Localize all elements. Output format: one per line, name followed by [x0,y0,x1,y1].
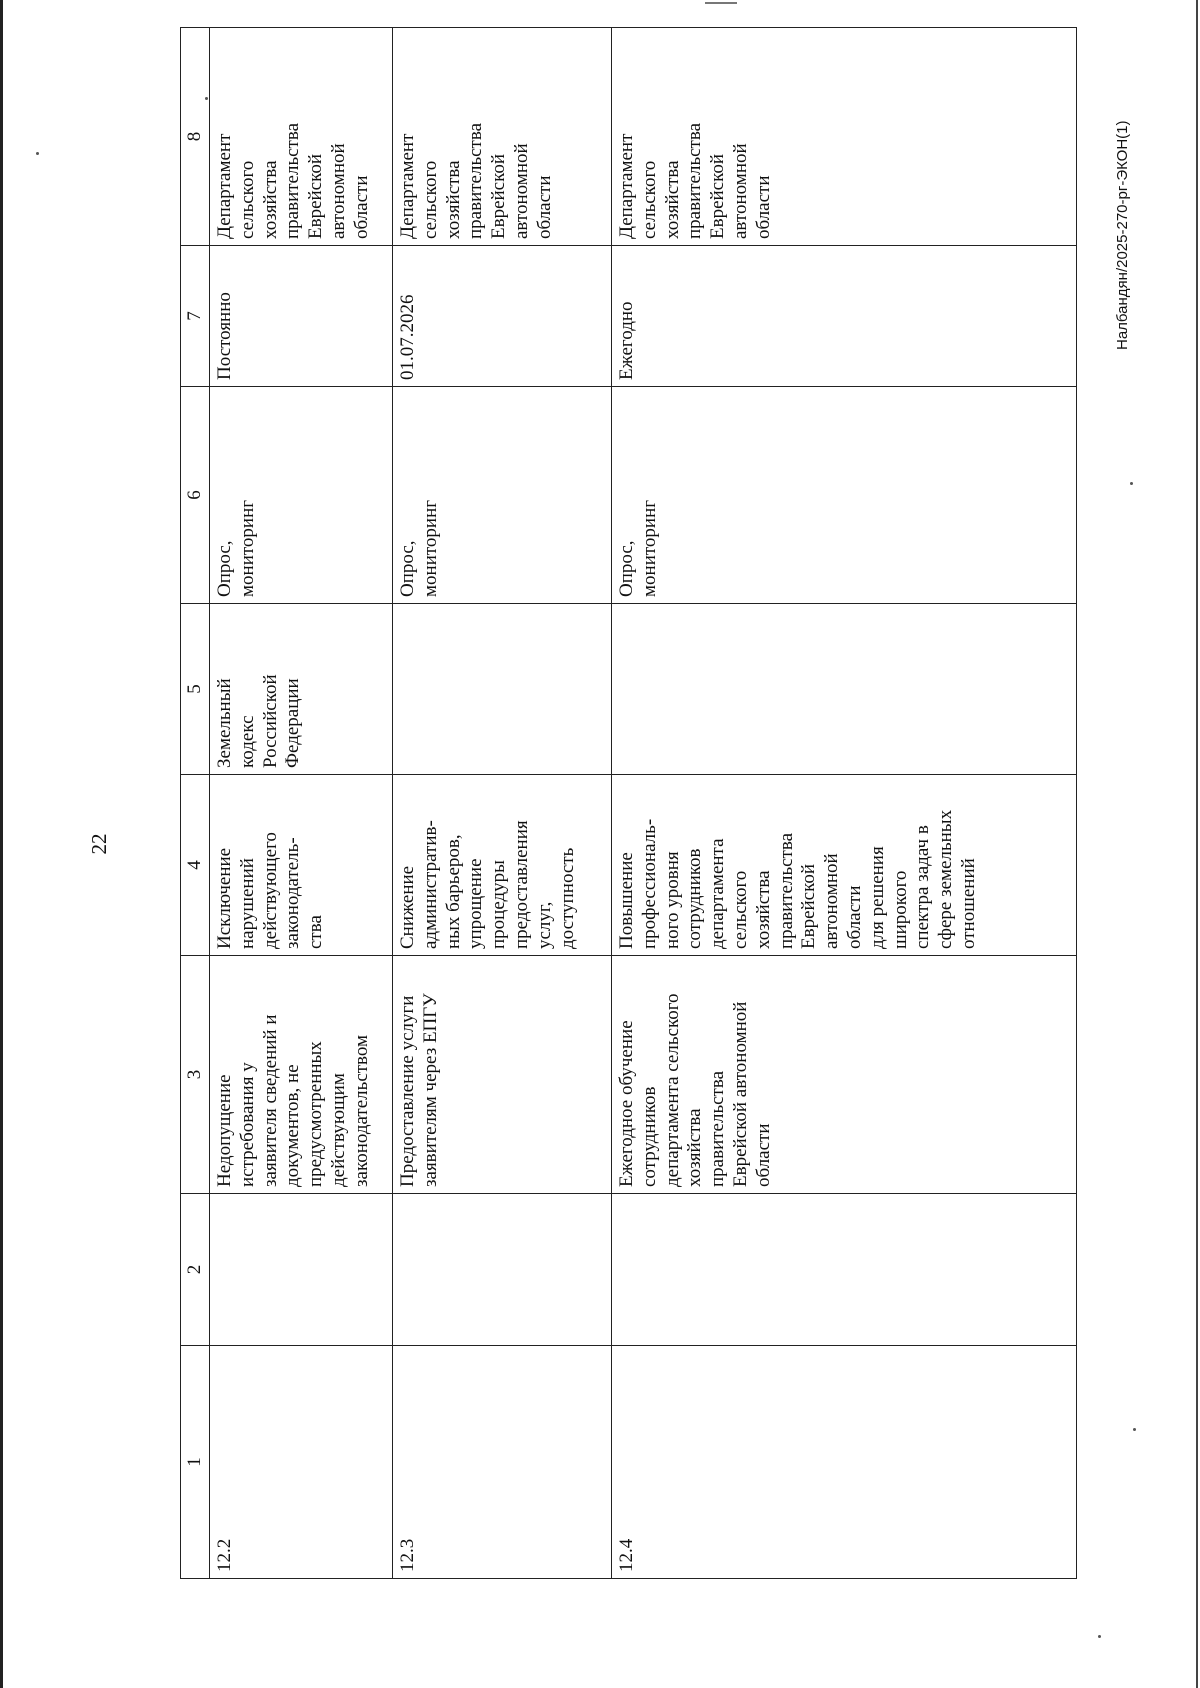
deadline-cell: Постоянно [210,246,393,387]
deadline-cell: Ежегодно [612,246,1077,387]
table-cell [210,1194,393,1346]
table-cell [612,1194,1077,1346]
legal-basis-cell: Земельный кодекс Российской Федерации [210,604,393,775]
method-cell: Опрос, мониторинг [393,387,612,604]
column-number: 6 [181,387,210,604]
method-cell: Опрос, мониторинг [210,387,393,604]
item-number-cell: 12.4 [612,1346,1077,1579]
method-cell: Опрос, мониторинг [612,387,1077,604]
legal-basis-cell [612,604,1077,775]
column-number: 5 [181,604,210,775]
result-cell: Снижение административ- ных барьеров, упрощение процедуры предоставления услуг, доступность [393,775,612,956]
table-row [612,28,1077,1579]
column-number: 3 [181,956,210,1194]
column-number: 8 [181,28,210,246]
responsible-cell: Департамент сельского хозяйства правительства Еврейской автономной области [612,28,1077,246]
item-number-cell: 12.2 [210,1346,393,1579]
column-number: 4 [181,775,210,956]
responsible-cell: Департамент сельского хозяйства правительства Еврейской автономной области [393,28,612,246]
item-number-cell: 12.3 [393,1346,612,1579]
measure-cell: Ежегодное обучение сотрудников департамента сельского хозяйства правительства Еврейской автономной области [612,956,1077,1194]
measure-cell: Предоставление услуги заявителям через ЕПГУ [393,956,612,1194]
column-number: 1 [181,1346,210,1579]
document-code: Налбандян/2025-270-рг-ЭКОН(1) [1114,120,1131,350]
result-cell: Исключение нарушений действующего законодатель- ства [210,775,393,956]
responsible-cell: Департамент сельского хозяйства правительства Еврейской автономной области [210,28,393,246]
column-number: 7 [181,246,210,387]
column-number-row [181,28,210,1579]
legal-basis-cell [393,604,612,775]
deadline-cell: 01.07.2026 [393,246,612,387]
page-number: 22 [87,833,111,855]
result-cell: Повышение профессиональ- ного уровня сотрудников департамента сельского хозяйства правительства Еврейской автономной области для решения широкого спектра задач в сфере земельных отношений [612,775,1077,956]
table-cell [393,1194,612,1346]
table-row [210,28,393,1579]
measures-table [180,27,1077,1579]
measure-cell: Недопущение истребования у заявителя сведений и документов, не предусмотренных действующим законодательством [210,956,393,1194]
column-number: 2 [181,1194,210,1346]
table-row [393,28,612,1579]
